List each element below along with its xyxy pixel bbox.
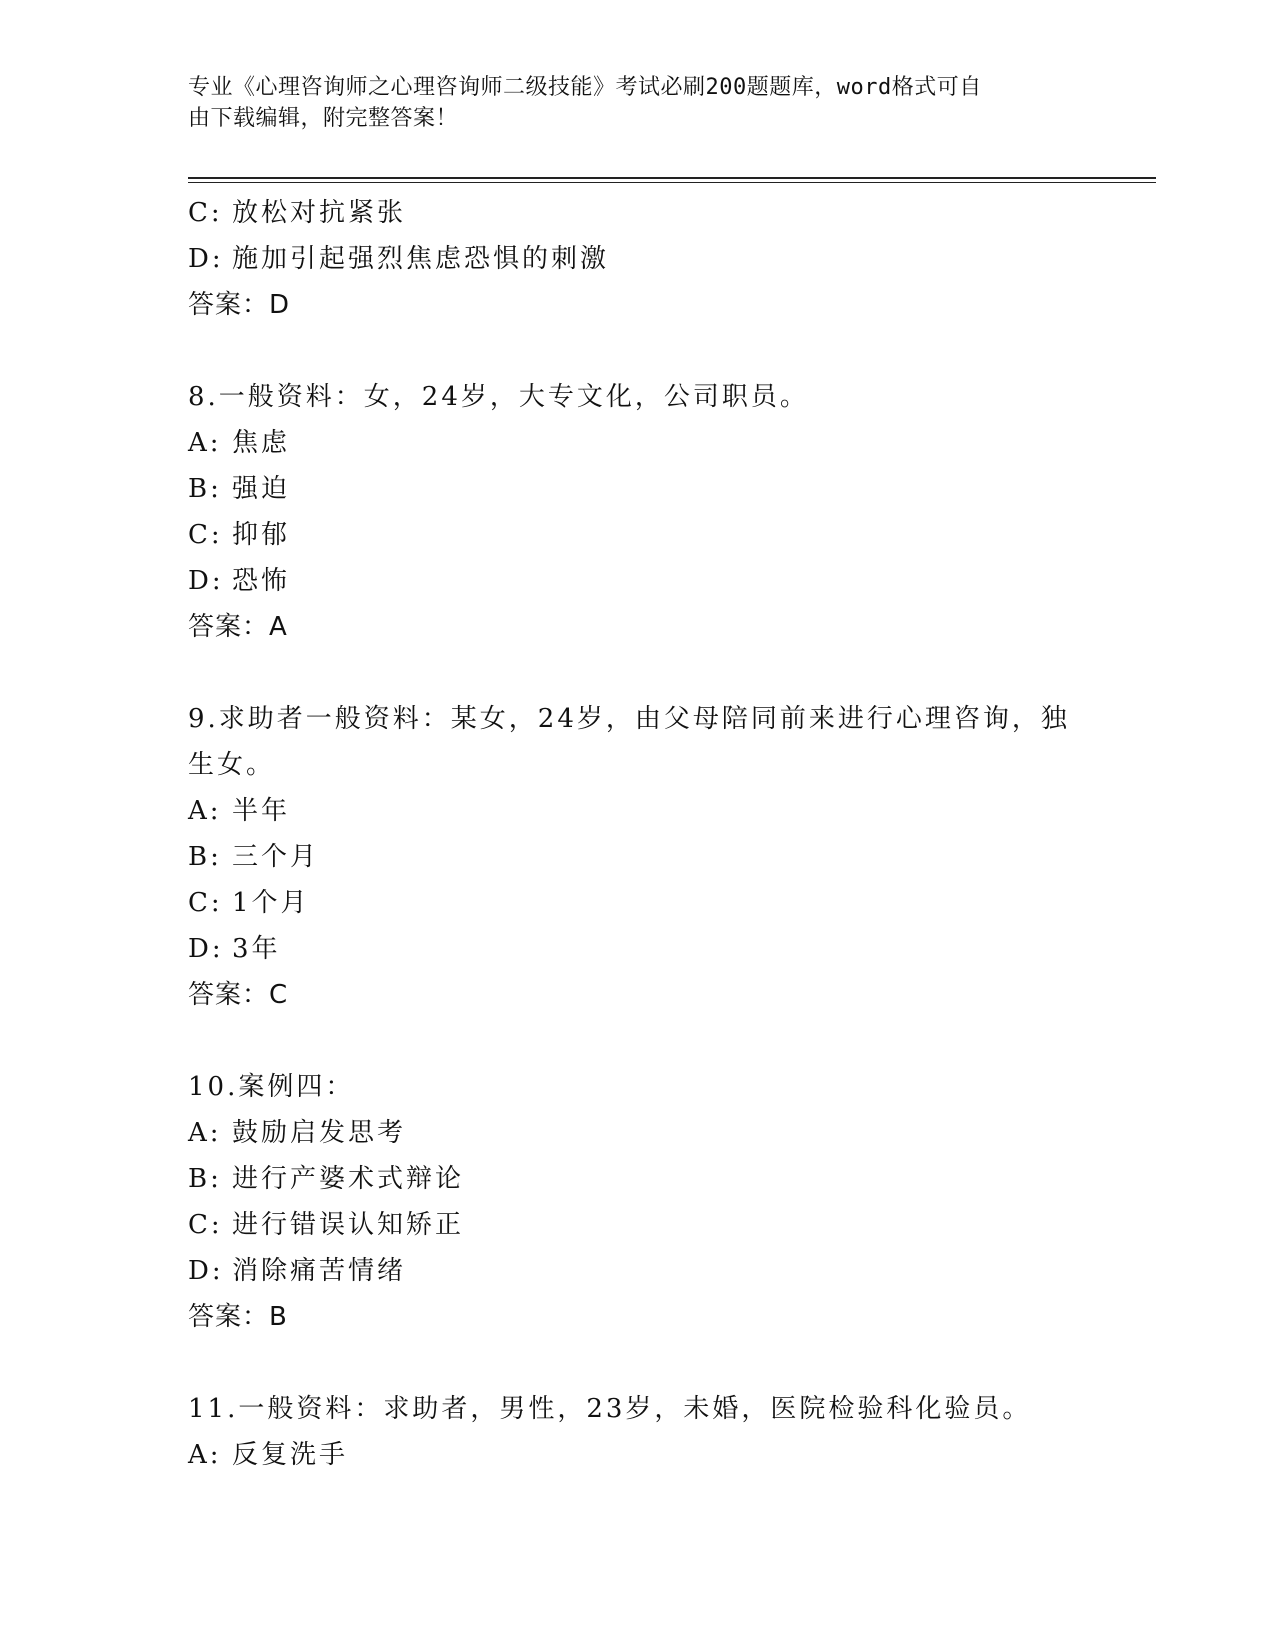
answer-line: 答案：B bbox=[188, 1302, 288, 1332]
header-line-1: 专业《心理咨询师之心理咨询师二级技能》考试必刷200题题库，word格式可自 bbox=[188, 75, 982, 100]
option-a: A: 焦虑 bbox=[188, 428, 291, 458]
option-a: A: 半年 bbox=[188, 796, 291, 826]
question-stem: 11.一般资料：求助者，男性，23岁，未婚，医院检验科化验员。 bbox=[188, 1394, 1032, 1424]
answer-line: 答案：C bbox=[188, 980, 289, 1010]
answer-line: 答案：A bbox=[188, 612, 288, 642]
option-c: C: 1个月 bbox=[188, 888, 310, 918]
option-a: A: 反复洗手 bbox=[188, 1440, 349, 1470]
option-b: B: 进行产婆术式辩论 bbox=[188, 1164, 465, 1194]
answer-line: 答案：D bbox=[188, 290, 291, 320]
question-list bbox=[188, 190, 1148, 1478]
header-line-2: 由下载编辑，附完整答案！ bbox=[188, 106, 459, 131]
option-c: C: 进行错误认知矫正 bbox=[188, 1210, 465, 1240]
header-rule-thin bbox=[188, 182, 1156, 183]
option-d: D: 3年 bbox=[188, 934, 281, 964]
option-a: A: 鼓励启发思考 bbox=[188, 1118, 407, 1148]
document-header bbox=[188, 72, 1068, 134]
option-b: B: 强迫 bbox=[188, 474, 291, 504]
option-c: C: 抑郁 bbox=[188, 520, 291, 550]
question-stem: 10.案例四： bbox=[188, 1072, 355, 1102]
question-stem-line-1: 9.求助者一般资料：某女，24岁，由父母陪同前来进行心理咨询，独 bbox=[188, 704, 1070, 734]
question-stem: 8.一般资料：女，24岁，大专文化，公司职员。 bbox=[188, 382, 809, 412]
header-rule-thick bbox=[188, 177, 1156, 179]
option-d: D: 施加引起强烈焦虑恐惧的刺激 bbox=[188, 244, 610, 274]
option-c: C: 放松对抗紧张 bbox=[188, 198, 407, 228]
option-d: D: 恐怖 bbox=[188, 566, 291, 596]
question-stem-line-2: 生女。 bbox=[188, 750, 276, 780]
option-b: B: 三个月 bbox=[188, 842, 320, 872]
option-d: D: 消除痛苦情绪 bbox=[188, 1256, 407, 1286]
